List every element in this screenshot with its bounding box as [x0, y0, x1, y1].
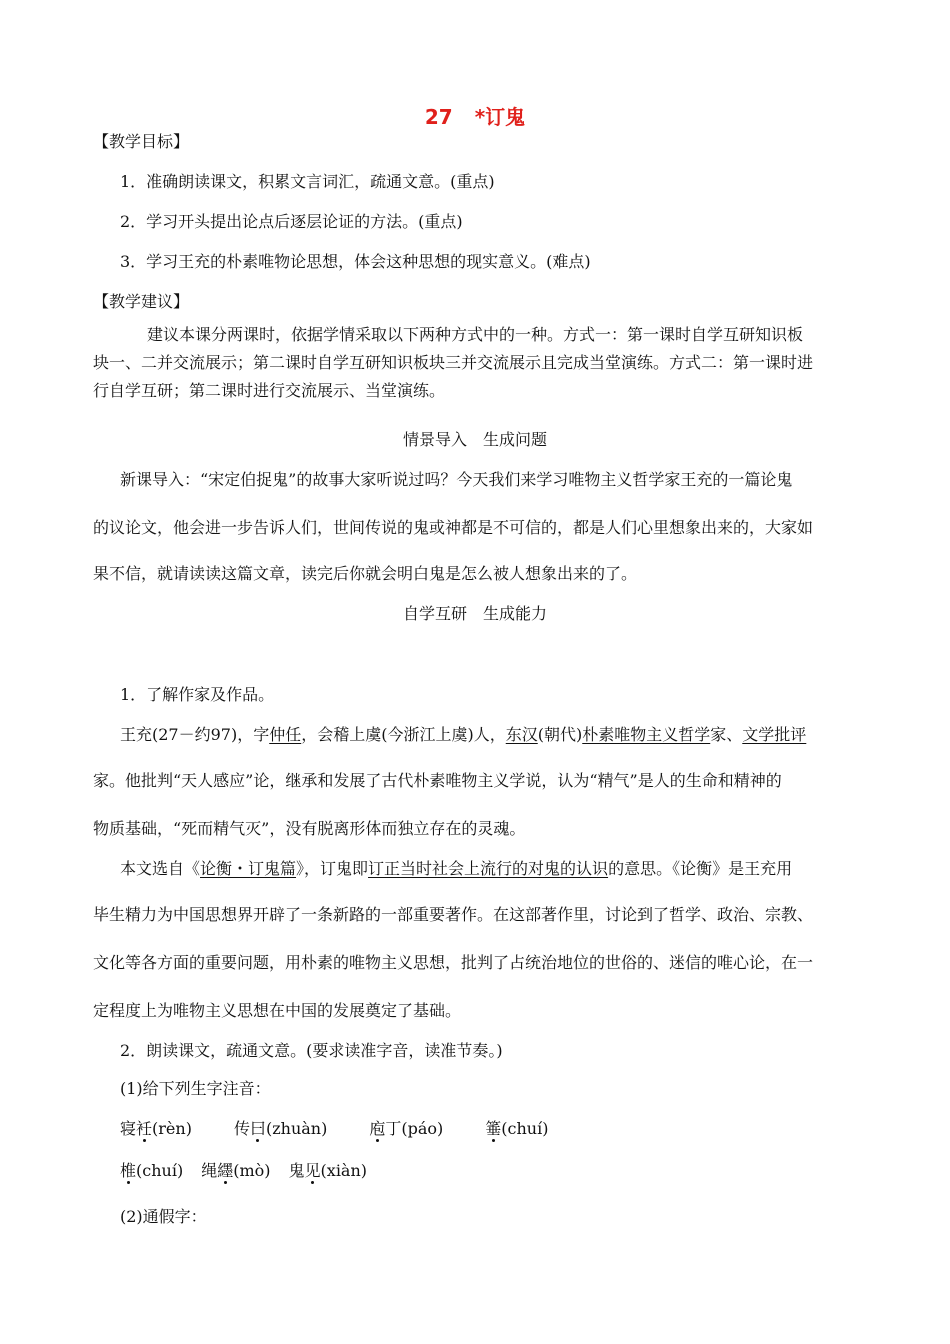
section-heading-intro: 情景导入 生成问题 — [402, 430, 547, 449]
author-intro-line: 家。他批判“天人感应”论，继承和发展了古代朴素唯物主义学说，认为“精气”是人的生命和精神的 — [93, 771, 782, 790]
target-char: 衽 — [136, 1119, 153, 1138]
pinyin-entry — [201, 1160, 270, 1182]
answer-source: 论衡・订鬼篇 — [200, 859, 297, 878]
answer-dynasty: 东汉 — [505, 725, 538, 744]
target-char: 箠 — [485, 1119, 502, 1138]
char: 鬼 — [288, 1161, 305, 1180]
lesson-name: *订鬼 — [474, 105, 526, 129]
char: 绳 — [201, 1161, 218, 1180]
work-intro-line: 毕生精力为中国思想界开辟了一条新路的一部重要著作。在这部著作里，讨论到了哲学、政治、宗教、 — [93, 905, 814, 924]
answer-literary-criticism: 文学批评 — [742, 725, 807, 744]
objectives-heading: 【教学目标】 — [93, 132, 190, 151]
author-intro-line — [120, 724, 890, 746]
char: 丁 — [385, 1119, 402, 1138]
intro-paragraph-line: 果不信，就请读读这篇文章，读完后你就会明白鬼是怎么被人想象出来的了。 — [93, 564, 638, 583]
char: 传 — [233, 1119, 250, 1138]
objective-item: 1．准确朗读课文，积累文言词汇，疏通文意。(重点) — [120, 172, 495, 191]
text-span: 》，订鬼即 — [296, 859, 369, 878]
target-char: 椎 — [120, 1161, 137, 1180]
tongjia-heading: (2)通假字： — [120, 1207, 207, 1226]
pinyin-entry — [289, 1160, 368, 1182]
pinyin-instruction: (1)给下列生字注音： — [120, 1079, 271, 1098]
objective-item: 3．学习王充的朴素唯物论思想，体会这种思想的现实意义。(难点) — [120, 252, 591, 271]
work-intro-line: 定程度上为唯物主义思想在中国的发展奠定了基础。 — [93, 1001, 462, 1020]
pinyin-row — [120, 1118, 890, 1140]
pinyin: (chuí) — [136, 1161, 184, 1180]
lesson-title — [0, 101, 950, 130]
intro-paragraph-line: 的议论文，他会进一步告诉人们，世间传说的鬼或神都是不可信的，都是人们心里想象出来的，大家如 — [93, 518, 814, 537]
objective-item: 2．学习开头提出论点后逐层论证的方法。(重点) — [120, 212, 463, 231]
pinyin: (mò) — [233, 1161, 271, 1180]
pinyin-row — [120, 1160, 890, 1182]
target-char: 曰 — [249, 1119, 266, 1138]
answer-title-meaning: 订正当时社会上流行的对鬼的认识 — [368, 859, 609, 878]
text-span: 王充(27－约97)，字 — [120, 725, 270, 744]
pinyin-entry — [120, 1118, 192, 1140]
pinyin: (chuí) — [501, 1119, 549, 1138]
answer-courtesy-name: 仲任 — [269, 725, 302, 744]
author-intro-line: 物质基础，“死而精气灭”，没有脱离形体而独立存在的灵魂。 — [93, 819, 526, 838]
char: 寝 — [120, 1119, 137, 1138]
answer-philosophy: 朴素唯物主义哲学 — [582, 725, 711, 744]
suggestions-line: 块一、二并交流展示；第二课时自学互研知识板块三并交流展示且完成当堂演练。方式二：第一课时进 — [93, 353, 814, 372]
section-heading-selfstudy: 自学互研 生成能力 — [402, 604, 547, 623]
pinyin: (páo) — [401, 1119, 444, 1138]
text-span: 本文选自《 — [120, 859, 201, 878]
pinyin: (rèn) — [152, 1119, 192, 1138]
work-intro-line — [120, 858, 890, 880]
pinyin: (xiàn) — [320, 1161, 368, 1180]
text-span: ，会稽上虞(今浙江上虞)人， — [301, 725, 506, 744]
pinyin-entry — [120, 1160, 183, 1182]
work-intro-line: 文化等各方面的重要问题，用朴素的唯物主义思想，批判了占统治地位的世俗的、迷信的唯心论，在一 — [93, 953, 814, 972]
suggestions-line: 建议本课分两课时，依据学情采取以下两种方式中的一种。方式一：第一课时自学互研知识板 — [147, 325, 804, 344]
text-span: 的意思。《论衡》是王充用 — [608, 859, 793, 878]
task-1-title: 1．了解作家及作品。 — [120, 685, 275, 704]
intro-paragraph-line: 新课导入：“宋定伯捉鬼”的故事大家听说过吗？今天我们来学习唯物主义哲学家王充的一篇论鬼 — [120, 470, 793, 489]
text-span: 家、 — [710, 725, 743, 744]
suggestions-heading: 【教学建议】 — [93, 292, 190, 311]
pinyin: (zhuàn) — [265, 1119, 328, 1138]
suggestions-line: 行自学互研；第二课时进行交流展示、当堂演练。 — [93, 381, 446, 400]
target-char: 见 — [304, 1161, 321, 1180]
pinyin-entry — [234, 1118, 327, 1140]
text-span: (朝代) — [537, 725, 583, 744]
target-char: 纆 — [217, 1161, 234, 1180]
task-2-title: 2．朗读课文，疏通文意。(要求读准字音，读准节奏。) — [120, 1041, 503, 1060]
pinyin-entry — [485, 1118, 548, 1140]
lesson-number: 27 — [424, 105, 453, 129]
target-char: 庖 — [369, 1119, 386, 1138]
pinyin-entry — [369, 1118, 443, 1140]
